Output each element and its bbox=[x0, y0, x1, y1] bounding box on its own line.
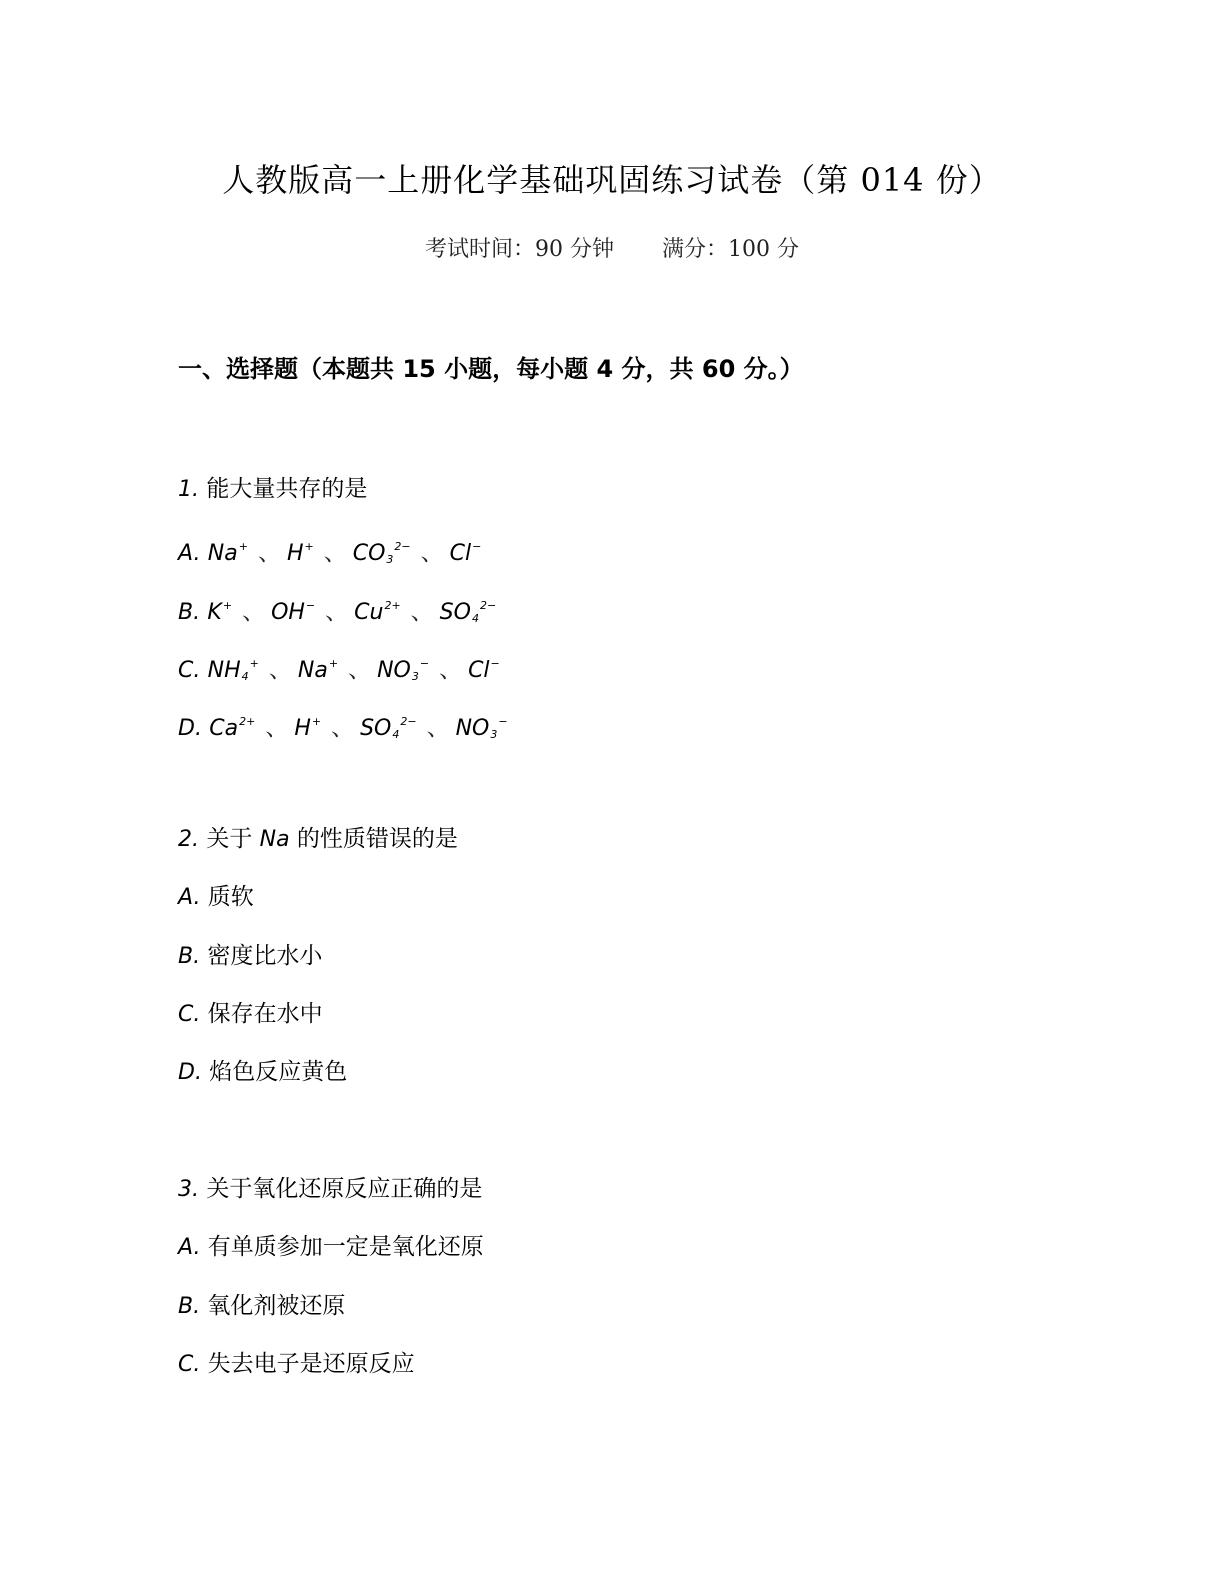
ion-separator: 、 bbox=[325, 599, 349, 625]
ion-subscript: 4 bbox=[392, 728, 400, 741]
ion-separator: 、 bbox=[257, 540, 281, 566]
question-2-option-c[interactable] bbox=[178, 997, 323, 1032]
ion-symbol: H bbox=[286, 541, 304, 566]
ion-subscript: 3 bbox=[490, 728, 498, 741]
option-letter: C. bbox=[178, 658, 201, 683]
ion-charge: + bbox=[238, 540, 248, 553]
ion-separator: 、 bbox=[426, 715, 450, 741]
page-title: 人教版高一上册化学基础巩固练习试卷（第 014 份） bbox=[222, 161, 1002, 199]
question-3-option-b[interactable] bbox=[178, 1289, 345, 1324]
ion-separator: 、 bbox=[265, 715, 289, 741]
option-letter: A. bbox=[178, 885, 201, 910]
ion-formula bbox=[468, 658, 500, 683]
ion-symbol: SO bbox=[360, 716, 392, 741]
ion-charge: + bbox=[328, 657, 339, 670]
question-1-option-c[interactable] bbox=[178, 647, 500, 694]
exam-full-score: 满分：100 分 bbox=[662, 237, 799, 262]
ion-symbol: H bbox=[294, 716, 311, 741]
ion-subscript: 3 bbox=[411, 670, 419, 683]
option-letter: C. bbox=[178, 1002, 201, 1027]
ion-formula bbox=[456, 716, 508, 741]
question-text-after: 的性质错误的是 bbox=[296, 826, 458, 852]
option-text: 有单质参加一定是氧化还原 bbox=[207, 1234, 484, 1260]
ion-charge: 2+ bbox=[239, 715, 256, 728]
question-text: 能大量共存的是 bbox=[206, 476, 368, 502]
ion-separator: 、 bbox=[439, 657, 463, 683]
question-number: 2. bbox=[178, 827, 199, 852]
ion-separator: 、 bbox=[323, 540, 347, 566]
option-text: 失去电子是还原反应 bbox=[207, 1351, 415, 1377]
ion-symbol: NO bbox=[377, 658, 411, 683]
ion-separator: 、 bbox=[242, 599, 266, 625]
option-letter: D. bbox=[178, 1060, 202, 1085]
ion-formula bbox=[287, 541, 314, 566]
question-1-stem bbox=[178, 472, 367, 507]
ion-formula bbox=[353, 541, 411, 566]
option-letter: B. bbox=[178, 1294, 201, 1319]
ion-formula bbox=[360, 716, 417, 741]
ion-separator: 、 bbox=[348, 657, 372, 683]
question-text-before: 关于 bbox=[206, 826, 253, 852]
ion-subscript: 3 bbox=[386, 553, 394, 566]
question-2-option-d[interactable] bbox=[178, 1055, 347, 1090]
ion-formula bbox=[294, 716, 321, 741]
ion-symbol: Na bbox=[207, 541, 238, 566]
ion-formula bbox=[450, 541, 482, 566]
question-2-option-b[interactable] bbox=[178, 939, 322, 974]
question-number: 1. bbox=[178, 477, 199, 502]
ion-symbol: Ca bbox=[209, 716, 239, 741]
option-letter: A. bbox=[178, 541, 201, 566]
ion-symbol: OH bbox=[271, 600, 305, 625]
ion-charge: − bbox=[498, 715, 508, 728]
ion-separator: 、 bbox=[420, 540, 444, 566]
ion-charge: + bbox=[222, 599, 233, 612]
ion-symbol: Cl bbox=[449, 541, 472, 566]
ion-charge: 2+ bbox=[384, 599, 401, 612]
exam-info bbox=[0, 234, 1224, 266]
ion-subscript: 4 bbox=[241, 670, 249, 683]
option-letter: B. bbox=[178, 944, 201, 969]
ion-formula bbox=[354, 600, 401, 625]
ion-formula bbox=[208, 541, 248, 566]
element-symbol: Na bbox=[259, 827, 290, 852]
ion-formula bbox=[440, 600, 497, 625]
ion-charge: − bbox=[305, 599, 316, 612]
ion-symbol: Cl bbox=[468, 658, 490, 683]
ion-charge: + bbox=[311, 715, 322, 728]
ion-formula bbox=[298, 658, 338, 683]
option-text: 保存在水中 bbox=[207, 1001, 323, 1027]
ion-charge: + bbox=[249, 657, 259, 670]
option-letter: C. bbox=[178, 1352, 201, 1377]
section-heading-multiple-choice: 一、选择题（本题共 15 小题，每小题 4 分，共 60 分。） bbox=[178, 355, 804, 383]
ion-symbol: Na bbox=[297, 658, 328, 683]
question-3-option-a[interactable] bbox=[178, 1230, 484, 1265]
ion-separator: 、 bbox=[268, 657, 292, 683]
ion-formula bbox=[207, 600, 232, 625]
option-text: 密度比水小 bbox=[207, 943, 323, 969]
question-2-stem bbox=[178, 822, 458, 857]
ion-charge: − bbox=[490, 657, 500, 670]
option-text: 氧化剂被还原 bbox=[207, 1293, 346, 1319]
option-letter: D. bbox=[178, 716, 202, 741]
question-1-option-a[interactable] bbox=[178, 530, 481, 577]
ion-formula bbox=[271, 600, 315, 625]
ion-formula bbox=[208, 658, 259, 683]
option-text: 质软 bbox=[207, 884, 254, 910]
ion-charge: 2− bbox=[394, 540, 411, 553]
exam-time: 考试时间：90 分钟 bbox=[425, 237, 614, 262]
question-text: 关于氧化还原反应正确的是 bbox=[206, 1176, 483, 1202]
question-3-option-c[interactable] bbox=[178, 1347, 415, 1382]
question-3-stem bbox=[178, 1172, 482, 1207]
ion-charge: − bbox=[419, 657, 430, 670]
question-1-option-b[interactable] bbox=[178, 589, 496, 636]
question-1-option-d[interactable] bbox=[178, 705, 508, 752]
ion-formula bbox=[377, 658, 429, 683]
ion-symbol: NO bbox=[455, 716, 490, 741]
ion-charge: − bbox=[472, 540, 482, 553]
ion-formula bbox=[209, 716, 255, 741]
question-2-option-a[interactable] bbox=[178, 880, 254, 915]
ion-symbol: CO bbox=[352, 541, 386, 566]
ion-symbol: Cu bbox=[354, 600, 384, 625]
option-letter: B. bbox=[178, 600, 201, 625]
ion-symbol: NH bbox=[207, 658, 241, 683]
ion-charge: 2− bbox=[400, 715, 417, 728]
ion-charge: 2− bbox=[479, 599, 497, 612]
ion-symbol: SO bbox=[439, 600, 471, 625]
ion-charge: + bbox=[304, 540, 314, 553]
ion-separator: 、 bbox=[410, 599, 434, 625]
ion-separator: 、 bbox=[331, 715, 355, 741]
option-text: 焰色反应黄色 bbox=[209, 1059, 348, 1085]
question-number: 3. bbox=[178, 1177, 199, 1202]
option-letter: A. bbox=[178, 1235, 201, 1260]
ion-subscript: 4 bbox=[471, 612, 479, 625]
ion-symbol: K bbox=[207, 600, 222, 625]
